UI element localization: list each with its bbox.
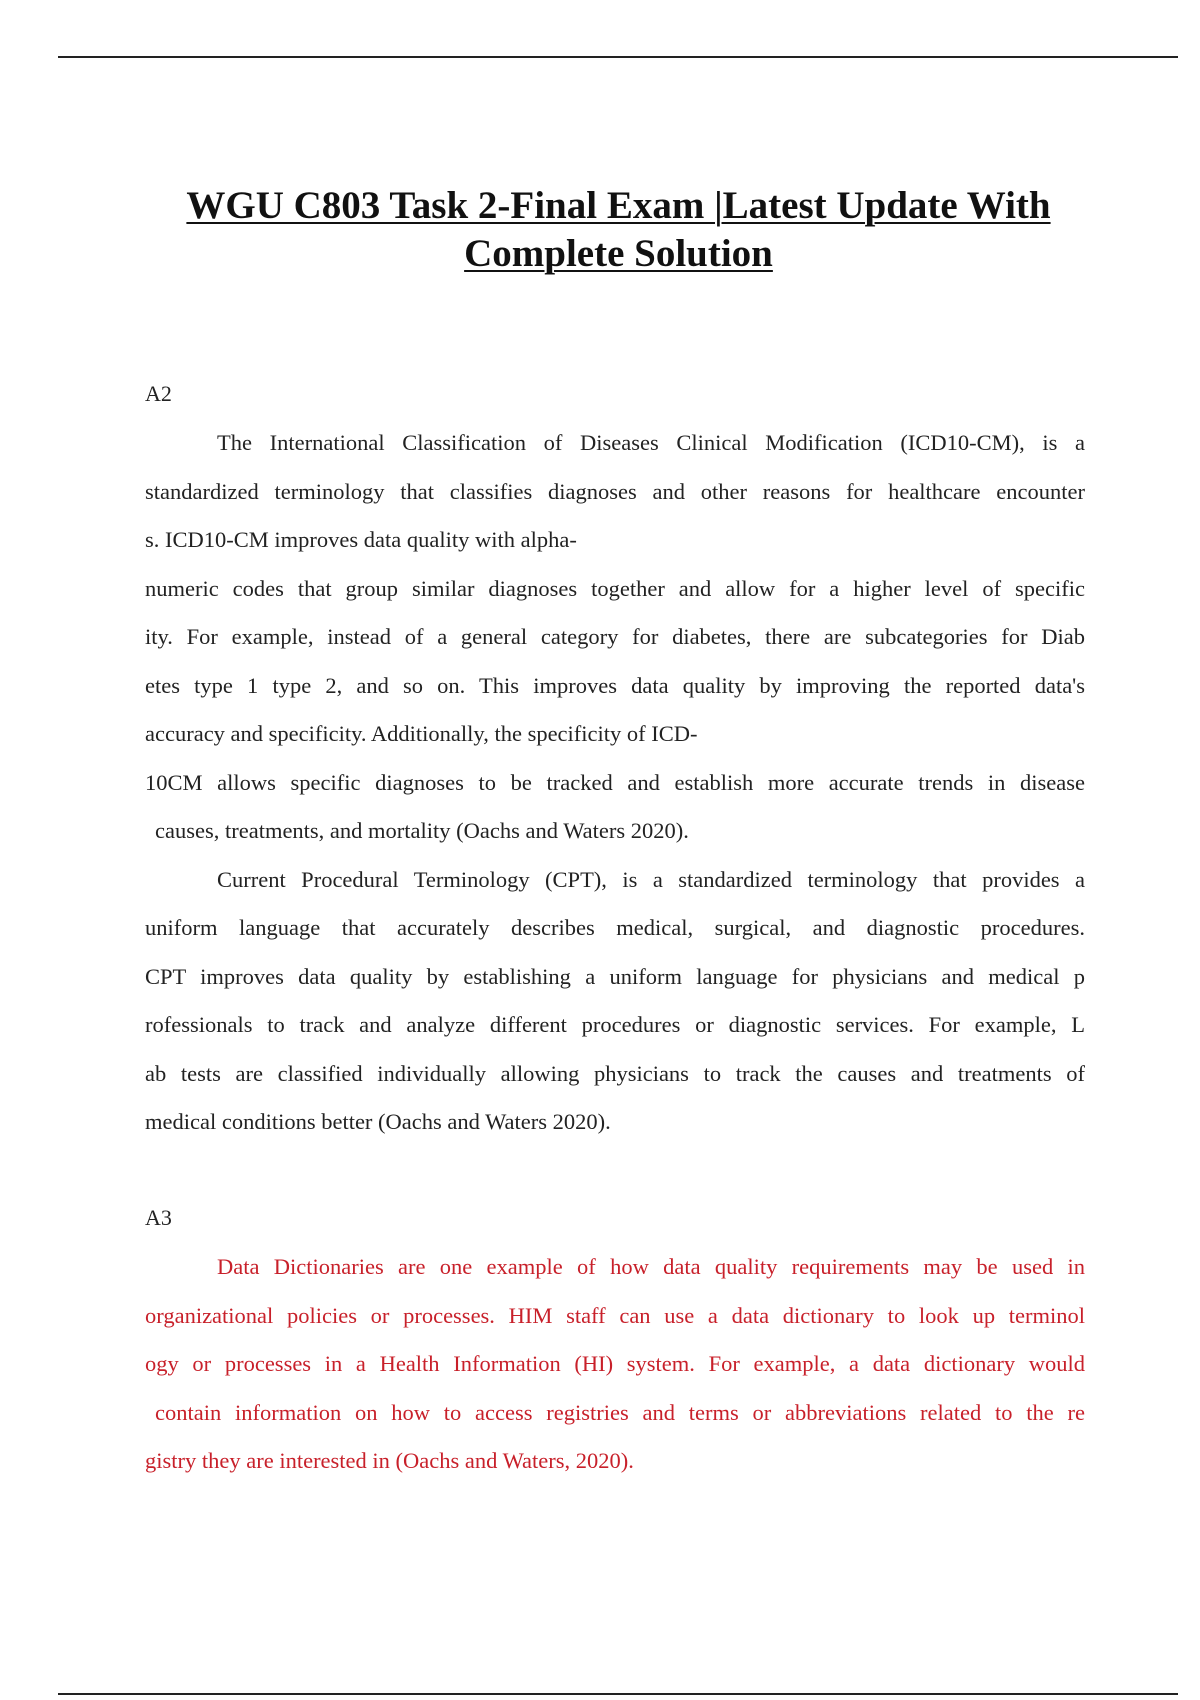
title-line-2: Complete Solution xyxy=(464,232,773,275)
document-title xyxy=(120,182,1117,278)
paragraph-line: rofessionals to track and analyze different procedures or diagnostic services. For example, L xyxy=(145,1012,1085,1037)
paragraph-line: numeric codes that group similar diagnoses together and allow for a higher level of specific xyxy=(145,576,1085,601)
paragraph-line: accuracy and specificity. Additionally, the specificity of ICD- xyxy=(145,721,698,746)
title-line-1: WGU C803 Task 2-Final Exam |Latest Update With xyxy=(186,184,1051,227)
section-label-a3: A3 xyxy=(145,1205,172,1230)
highlighted-paragraph-line: gistry they are interested in (Oachs and Waters, 2020). xyxy=(145,1448,634,1473)
bottom-rule xyxy=(58,1693,1178,1695)
paragraph-line: The International Classification of Diseases Clinical Modification (ICD10-CM), is a xyxy=(217,430,1085,455)
highlighted-paragraph-line: ogy or processes in a Health Information (HI) system. For example, a data dictionary would xyxy=(145,1351,1085,1376)
paragraph-line: medical conditions better (Oachs and Waters 2020). xyxy=(145,1109,611,1134)
paragraph-line: ab tests are classified individually allowing physicians to track the causes and treatments of xyxy=(145,1061,1085,1086)
paragraph-line: etes type 1 type 2, and so on. This improves data quality by improving the reported data's xyxy=(145,673,1085,698)
top-rule xyxy=(58,56,1178,58)
paragraph-line: causes, treatments, and mortality (Oachs and Waters 2020). xyxy=(155,818,689,843)
paragraph-line: Current Procedural Terminology (CPT), is a standardized terminology that provides a xyxy=(217,867,1085,892)
section-label-a2: A2 xyxy=(145,381,172,406)
paragraph-line: uniform language that accurately describes medical, surgical, and diagnostic procedures. xyxy=(145,915,1085,940)
highlighted-paragraph-line: contain information on how to access registries and terms or abbreviations related to the re xyxy=(155,1400,1085,1425)
paragraph-line: CPT improves data quality by establishing a uniform language for physicians and medical p xyxy=(145,964,1085,989)
paragraph-line: 10CM allows specific diagnoses to be tracked and establish more accurate trends in disease xyxy=(145,770,1085,795)
highlighted-paragraph-line: organizational policies or processes. HIM staff can use a data dictionary to look up terminol xyxy=(145,1303,1085,1328)
paragraph-line: s. ICD10-CM improves data quality with alpha- xyxy=(145,527,577,552)
highlighted-paragraph-line: Data Dictionaries are one example of how data quality requirements may be used in xyxy=(217,1254,1085,1279)
paragraph-line: standardized terminology that classifies diagnoses and other reasons for healthcare encounter xyxy=(145,479,1085,504)
paragraph-line: ity. For example, instead of a general category for diabetes, there are subcategories for Diab xyxy=(145,624,1085,649)
